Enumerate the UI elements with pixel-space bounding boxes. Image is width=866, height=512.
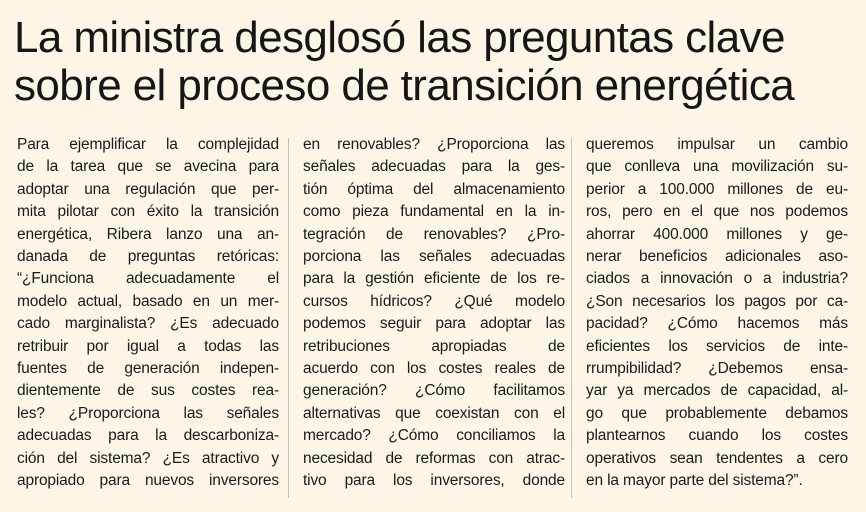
text-line: queremos impulsar un cambio	[586, 136, 848, 153]
text-line: tión óptima del almacenamiento	[303, 180, 565, 198]
article-body	[0, 134, 866, 506]
text-line: como pieza fundamental en la in-	[303, 203, 565, 221]
text-line: les? ¿Proporciona las señales	[17, 404, 279, 422]
text-line: tegración de renovables? ¿Pro-	[303, 225, 565, 243]
text-line: alternativas que coexistan con el	[303, 404, 565, 422]
text-line: pacidad? ¿Cómo hacemos más	[586, 315, 848, 333]
text-line: retribuciones apropiadas de	[303, 337, 565, 355]
headline-line-1: La ministra desglosó las preguntas clave	[14, 13, 785, 62]
text-line: generación? ¿Cómo facilitamos	[303, 382, 565, 400]
text-line: perior a 100.000 millones de eu-	[586, 180, 848, 198]
text-line: que conlleva una movilización su-	[586, 158, 848, 176]
column-3	[586, 134, 848, 493]
text-line: mercado? ¿Cómo conciliamos la	[303, 427, 565, 445]
text-line: modelo actual, basado en un mer-	[17, 292, 279, 310]
text-line: para la gestión eficiente de los re-	[303, 270, 565, 288]
text-line: de la tarea que se avecina para	[17, 158, 279, 176]
text-line: yar ya mercados de capacidad, al-	[586, 382, 848, 400]
text-line: ciados a innovación o a industria?	[586, 270, 848, 288]
text-line: en la mayor parte del sistema?”.	[586, 472, 803, 490]
text-line: ción del sistema? ¿Es atractivo y	[17, 449, 279, 467]
text-line: acuerdo con los costes reales de	[303, 360, 565, 378]
text-line: porciona las señales adecuadas	[303, 248, 565, 266]
text-line: adoptar una regulación que per-	[17, 180, 279, 198]
text-line: nerar beneficios adicionales aso-	[586, 248, 848, 266]
text-line: dientemente de sus costes rea-	[17, 382, 279, 400]
text-line: señales adecuadas para la ges-	[303, 158, 565, 176]
text-line: ¿Son necesarios los pagos por ca-	[586, 292, 848, 310]
text-line: “¿Funciona adecuadamente el	[17, 270, 279, 288]
text-line: en renovables? ¿Proporciona las	[303, 136, 565, 153]
text-line: go que probablemente debamos	[586, 404, 848, 422]
headline	[14, 14, 862, 110]
column-divider	[288, 138, 289, 498]
text-line: danada de preguntas retóricas:	[17, 248, 279, 266]
text-line: cado marginalista? ¿Es adecuado	[17, 315, 279, 333]
text-line: fuentes de generación indepen-	[17, 360, 279, 378]
text-line: tivo para los inversores, donde	[303, 472, 565, 490]
text-line: rrumpibilidad? ¿Debemos ensa-	[586, 360, 848, 378]
text-line: cursos hídricos? ¿Qué modelo	[303, 292, 565, 310]
headline-line-2: sobre el proceso de transición energética	[14, 61, 795, 110]
text-line: necesidad de reformas con atrac-	[303, 449, 565, 467]
column-1	[17, 134, 279, 493]
text-line: podemos seguir para adoptar las	[303, 315, 565, 333]
column-2	[303, 134, 565, 493]
column-divider	[571, 138, 572, 498]
text-line: energética, Ribera lanzo una an-	[17, 225, 279, 243]
text-line: Para ejemplificar la complejidad	[17, 136, 279, 153]
text-line: apropiado para nuevos inversores	[17, 472, 279, 490]
text-line: ahorrar 400.000 millones y ge-	[586, 225, 848, 243]
text-line: operativos sean tendentes a cero	[586, 449, 848, 467]
text-line: ros, pero en el que nos podemos	[586, 203, 848, 221]
text-line: retribuir por igual a todas las	[17, 337, 279, 355]
text-line: adecuadas para la descarboniza-	[17, 427, 279, 445]
text-line: mita pilotar con éxito la transición	[17, 203, 279, 221]
text-line: plantearnos cuando los costes	[586, 427, 848, 445]
text-line: eficientes los servicios de inte-	[586, 337, 848, 355]
